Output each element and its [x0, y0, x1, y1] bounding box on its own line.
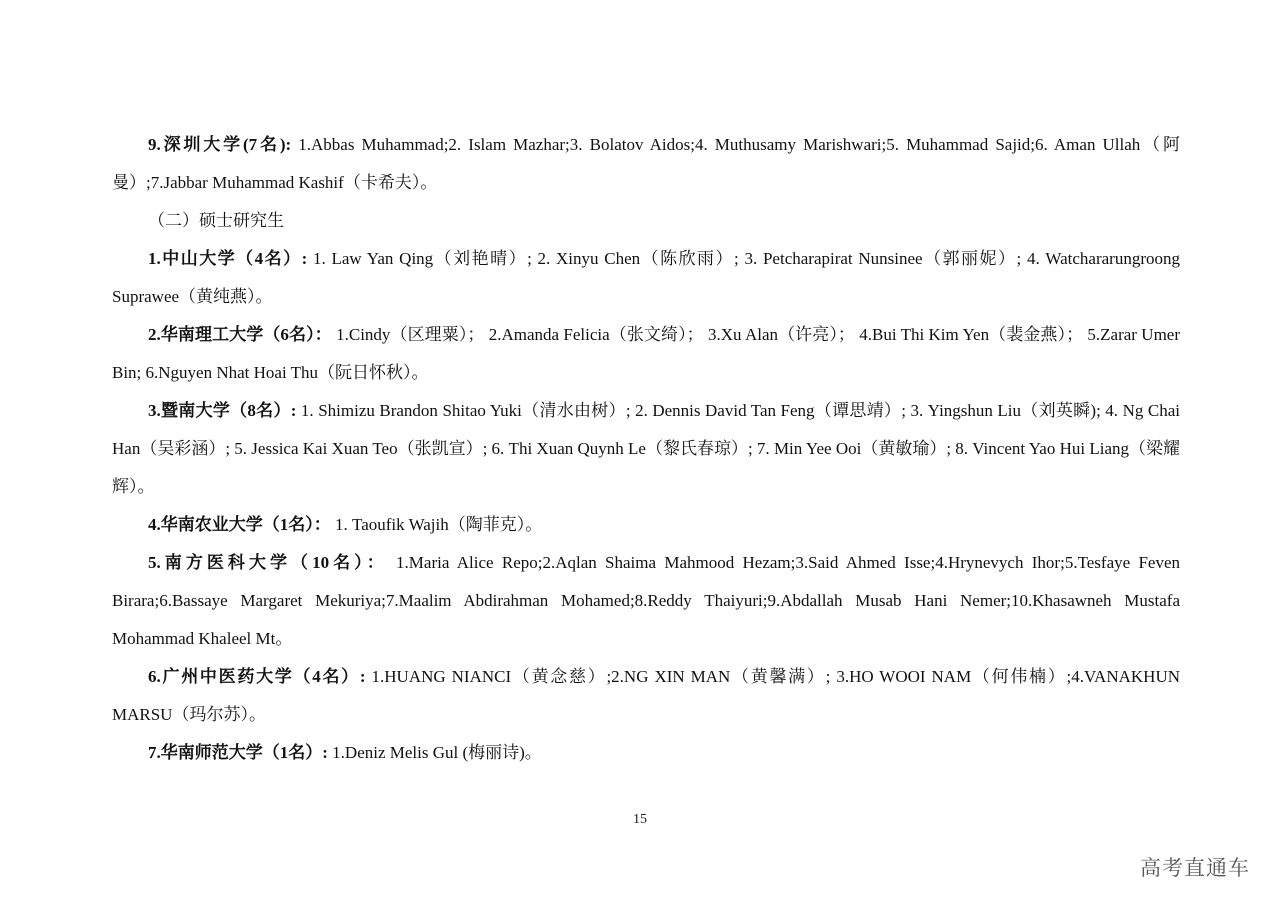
- paragraph-lead: 4.华南农业大学（1名）：: [148, 515, 331, 534]
- paragraph-text: 1.Cindy（区理粟）； 2.Amanda Felicia（张文绮）； 3.Xu Alan（许亮）； 4.Bui Thi Kim Yen（裴金燕）； 5.Zarar Umer Bin; 6.Nguyen Nhat Hoai Thu（阮日怀秋）。: [112, 325, 1180, 382]
- paragraph-lead: 1.中山大学（4名）:: [148, 249, 308, 268]
- paragraph-text: 1.Maria Alice Repo;2.Aqlan Shaima Mahmood Hezam;3.Said Ahmed Isse;4.Hrynevych Ihor;5.Tesfaye Feven Birara;6.Bassaye Margaret Mekuriya;7.Maalim Abdirahman Mohamed;8.Reddy Thaiyuri;9.Abdallah Musab Hani Nemer;10.Khasawneh Mustafa Mohammad Khaleel Mt。: [112, 553, 1181, 648]
- paragraph-lead: 6.广州中医药大学（4名）:: [148, 667, 366, 686]
- paragraph-lead: 7.华南师范大学（1名）:: [148, 743, 328, 762]
- paragraph-scnu: [112, 734, 1180, 772]
- document-body: [112, 126, 1180, 772]
- watermark: 高考直通车: [1140, 856, 1250, 880]
- paragraph-gzucm: [112, 658, 1180, 734]
- paragraph-scut: [112, 316, 1180, 392]
- paragraph-southern-medical-university: [112, 544, 1180, 658]
- paragraph-lead: 3.暨南大学（8名）:: [148, 401, 297, 420]
- paragraph-text: 1. Taoufik Wajih（陶菲克）。: [330, 515, 543, 534]
- page-number: 15: [633, 812, 647, 827]
- paragraph-text: 1.Abbas Muhammad;2. Islam Mazhar;3. Bolatov Aidos;4. Muthusamy Marishwari;5. Muhammad Sajid;6. Aman Ullah（阿曼）;7.Jabbar Muhammad Kashif（卡希夫）。: [112, 135, 1180, 192]
- paragraph-text: 1. Law Yan Qing（刘艳晴）; 2. Xinyu Chen（陈欣雨）; 3. Petcharapirat Nunsinee（郭丽妮）; 4. Watchararungroong Suprawee（黄纯燕）。: [112, 249, 1181, 306]
- paragraph-lead: 2.华南理工大学（6名）：: [148, 325, 332, 344]
- paragraph-lead: 9.深圳大学(7名):: [148, 135, 292, 154]
- section-heading-masters: [112, 202, 1180, 240]
- paragraph-text: 1.HUANG NIANCI（黄念慈）;2.NG XIN MAN（黄馨满）; 3.HO WOOI NAM（何伟楠）;4.VANAKHUN MARSU（玛尔苏）。: [112, 667, 1180, 724]
- paragraph-scau: [112, 506, 1180, 544]
- paragraph-sun-yat-sen-university: [112, 240, 1180, 316]
- paragraph-lead: 5.南方医科大学（10名）：: [148, 553, 388, 572]
- paragraph-text: 1.Deniz Melis Gul (梅丽诗)。: [327, 743, 542, 762]
- paragraph-jinan-university: [112, 392, 1180, 506]
- paragraph-shenzhen-university: [112, 126, 1180, 202]
- section-heading-text: （二）硕士研究生: [148, 211, 284, 230]
- paragraph-text: 1. Shimizu Brandon Shitao Yuki（清水由树）; 2. Dennis David Tan Feng（谭思靖）; 3. Yingshun Liu（刘英瞬); 4. Ng Chai Han（吴彩涵）; 5. Jessica Kai Xuan Teo（张凯宣）; 6. Thi Xuan Quynh Le（黎氏春琼）; 7. Min Yee Ooi（黄敏瑜）; 8. Vincent Yao Hui Liang（梁耀辉）。: [112, 401, 1180, 496]
